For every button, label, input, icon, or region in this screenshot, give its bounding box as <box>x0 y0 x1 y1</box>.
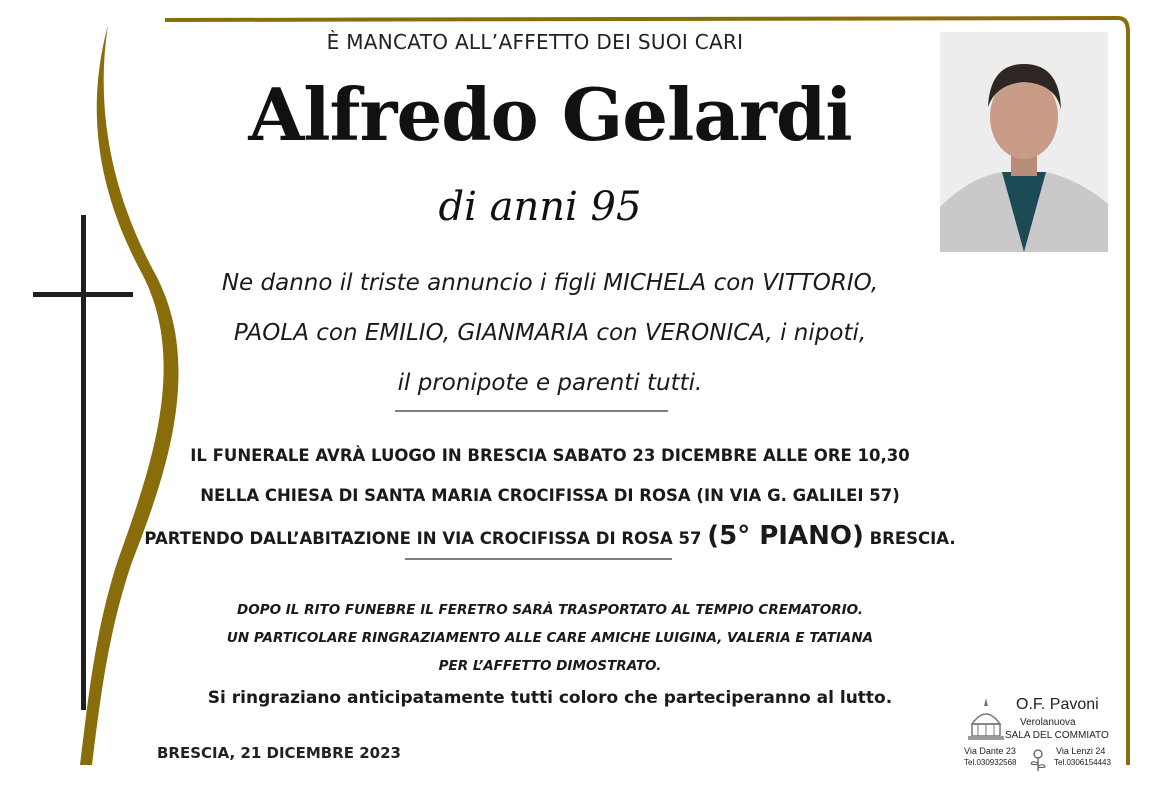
announcement-line: il pronipote e parenti tutti. <box>397 370 703 396</box>
cross-horizontal <box>33 292 133 297</box>
announcement <box>140 258 960 408</box>
funeral-line: NELLA CHIESA DI SANTA MARIA CROCIFISSA DI ROSA (IN VIA G. GALILEI 57) <box>200 486 900 505</box>
intro-text: È MANCATO ALL’AFFETTO DEI SUOI CARI <box>326 30 744 54</box>
portrait-photo <box>940 32 1108 252</box>
rite-details <box>140 596 960 680</box>
funeral-line <box>140 516 960 556</box>
funeral-details <box>140 436 960 556</box>
thanks-text: Si ringraziano anticipatamente tutti coloro che parteciperanno al lutto. <box>207 688 893 708</box>
agency-name: O.F. Pavoni <box>1016 696 1099 713</box>
agency-address-2: Via Lenzi 24 <box>1056 746 1106 756</box>
agency-building-icon <box>964 696 1008 744</box>
agency-phone-2: Tel.0306154443 <box>1054 758 1111 767</box>
agency-address-1: Via Dante 23 <box>964 746 1016 756</box>
rose-icon <box>1028 748 1048 772</box>
portrait-illustration <box>940 32 1108 252</box>
rite-line: UN PARTICOLARE RINGRAZIAMENTO ALLE CARE AMICHE LUIGINA, VALERIA E TATIANA <box>226 630 874 646</box>
agency-town: Verolanuova <box>1020 717 1076 728</box>
deceased-name: Alfredo Gelardi <box>248 72 852 157</box>
rite-line: DOPO IL RITO FUNEBRE IL FERETRO SARÀ TRASPORTATO AL TEMPIO CREMATORIO. <box>237 602 863 618</box>
announcement-line: Ne danno il triste annuncio i figli MICHELA con VITTORIO, <box>221 270 879 296</box>
funeral-city: BRESCIA. <box>869 529 956 548</box>
notice-date: BRESCIA, 21 DICEMBRE 2023 <box>157 744 401 762</box>
agency-phone-1: Tel.030932568 <box>964 758 1017 767</box>
agency-logo <box>958 692 1118 772</box>
funeral-departure: PARTENDO DALL’ABITAZIONE IN VIA CROCIFISSA DI ROSA 57 <box>144 529 702 548</box>
funeral-line: IL FUNERALE AVRÀ LUOGO IN BRESCIA SABATO 23 DICEMBRE ALLE ORE 10,30 <box>190 446 910 465</box>
cross-vertical <box>81 215 86 710</box>
floor-info: (5° PIANO) <box>707 521 864 551</box>
announcement-line: PAOLA con EMILIO, GIANMARIA con VERONICA, i nipoti, <box>233 320 867 346</box>
deceased-age: di anni 95 <box>438 184 642 230</box>
agency-hall: SALA DEL COMMIATO <box>1005 730 1109 741</box>
rite-line: PER L’AFFETTO DIMOSTRATO. <box>438 658 662 674</box>
